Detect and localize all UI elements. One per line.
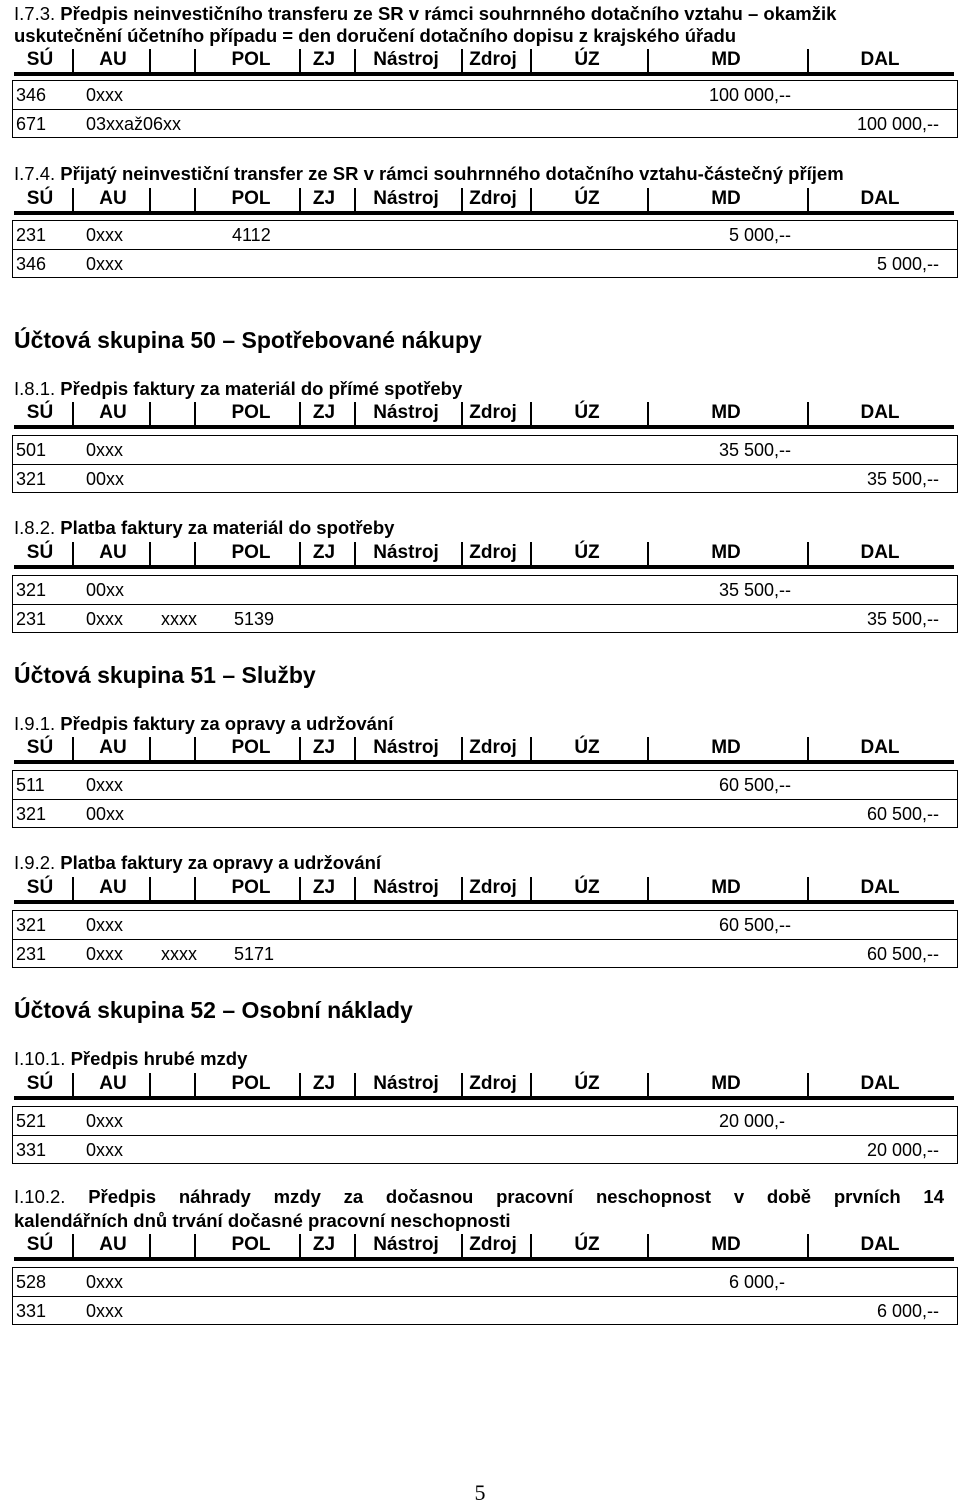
- section-number: I.7.3.: [14, 3, 56, 24]
- header-dal: DAL: [860, 542, 900, 563]
- header-md: MD: [711, 877, 741, 898]
- column-separator: [194, 542, 196, 565]
- dal-cell: 35 500,--: [866, 609, 939, 629]
- table-row: [13, 1268, 957, 1296]
- column-separator: [354, 49, 356, 72]
- header-au: AU: [99, 1234, 127, 1255]
- header-au: AU: [99, 542, 127, 563]
- section-heading-continued: kalendářních dnů trvání dočasné pracovní neschopnosti: [14, 1210, 511, 1231]
- header-zdroj: Zdroj: [469, 737, 517, 758]
- pol-cell: xxxx: [161, 609, 197, 629]
- column-separator: [530, 402, 532, 425]
- header-uz: ÚZ: [574, 1234, 600, 1255]
- section-number: I.10.2.: [14, 1186, 66, 1207]
- dal-cell: 60 500,--: [866, 804, 939, 824]
- md-cell: 100 000,--: [708, 85, 791, 105]
- header-underline: [14, 565, 954, 569]
- header-dal: DAL: [860, 737, 900, 758]
- column-separator: [530, 188, 532, 211]
- section-title-i-10-2: [14, 1185, 944, 1209]
- header-zdroj: Zdroj: [469, 877, 517, 898]
- header-zdroj: Zdroj: [469, 49, 517, 70]
- header-su: SÚ: [26, 49, 54, 70]
- column-separator: [530, 49, 532, 72]
- zj-cell: 5171: [234, 944, 275, 964]
- su-cell: 321: [16, 580, 47, 600]
- header-su: SÚ: [26, 737, 54, 758]
- section-heading: Platba faktury za opravy a udržování: [60, 852, 382, 873]
- header-uz: ÚZ: [574, 542, 600, 563]
- column-separator: [354, 188, 356, 211]
- header-underline: [14, 72, 954, 76]
- column-separator: [461, 49, 463, 72]
- header-au: AU: [99, 877, 127, 898]
- header-md: MD: [711, 1234, 741, 1255]
- section-heading: Platba faktury za materiál do spotřeby: [60, 517, 395, 538]
- column-separator: [149, 542, 151, 565]
- header-pol: POL: [231, 188, 271, 209]
- header-pol: POL: [231, 542, 271, 563]
- column-separator: [194, 49, 196, 72]
- header-su: SÚ: [26, 1234, 54, 1255]
- column-separator: [530, 1073, 532, 1096]
- column-separator: [647, 1234, 649, 1257]
- column-separator: [807, 188, 809, 211]
- column-separator: [149, 1073, 151, 1096]
- column-header-row: [14, 48, 954, 72]
- column-separator: [530, 877, 532, 900]
- column-separator: [72, 1073, 74, 1096]
- header-md: MD: [711, 188, 741, 209]
- column-separator: [194, 877, 196, 900]
- su-cell: 231: [16, 609, 47, 629]
- section-title-i-7-4: [14, 162, 844, 186]
- header-au: AU: [99, 402, 127, 423]
- au-cell: 0xxx: [86, 775, 124, 795]
- section-title-i-9-1: [14, 712, 393, 736]
- table-row: [13, 81, 957, 109]
- entry-table-i-7-3: [12, 80, 958, 138]
- au-cell: 00xx: [86, 804, 125, 824]
- column-separator: [354, 1073, 356, 1096]
- section-title-i-8-2: [14, 516, 394, 540]
- column-separator: [149, 877, 151, 900]
- entry-table-i-8-2: [12, 575, 958, 633]
- header-pol: POL: [231, 49, 271, 70]
- su-cell: 521: [16, 1111, 47, 1131]
- header-zj: ZJ: [312, 188, 336, 209]
- column-separator: [647, 49, 649, 72]
- column-separator: [194, 188, 196, 211]
- table-row: [13, 799, 957, 827]
- su-cell: 528: [16, 1272, 47, 1292]
- header-nastroj: Nástroj: [373, 542, 439, 563]
- header-underline: [14, 1096, 954, 1100]
- header-nastroj: Nástroj: [373, 402, 439, 423]
- section-heading: Předpis hrubé mzdy: [70, 1048, 248, 1069]
- zj-cell: 5139: [234, 609, 275, 629]
- column-separator: [299, 49, 301, 72]
- column-header-row: [14, 541, 954, 565]
- column-separator: [149, 737, 151, 760]
- su-cell: 231: [16, 225, 47, 245]
- column-separator: [72, 877, 74, 900]
- section-heading: Předpis faktury za opravy a udržování: [60, 713, 394, 734]
- header-su: SÚ: [26, 1073, 54, 1094]
- column-separator: [807, 542, 809, 565]
- section-title-i-9-2: [14, 851, 381, 875]
- column-separator: [461, 402, 463, 425]
- table-row: [13, 1135, 957, 1163]
- column-separator: [647, 877, 649, 900]
- table-row: [13, 771, 957, 799]
- header-su: SÚ: [26, 877, 54, 898]
- au-cell: 0xxx: [86, 440, 124, 460]
- su-cell: 346: [16, 85, 47, 105]
- column-separator: [149, 402, 151, 425]
- section-number: I.8.1.: [14, 378, 56, 399]
- pol-cell: xxxx: [161, 944, 197, 964]
- column-separator: [299, 1073, 301, 1096]
- header-md: MD: [711, 542, 741, 563]
- header-zj: ZJ: [312, 1073, 336, 1094]
- header-md: MD: [711, 49, 741, 70]
- header-pol: POL: [231, 1073, 271, 1094]
- au-cell: 0xxx: [86, 225, 124, 245]
- su-cell: 511: [16, 775, 45, 795]
- column-separator: [299, 188, 301, 211]
- section-heading-continued: uskutečnění účetního případu = den doručení dotačního dopisu z krajského úřadu: [14, 25, 737, 46]
- au-cell: 0xxx: [86, 1301, 124, 1321]
- header-au: AU: [99, 737, 127, 758]
- table-row: [13, 109, 957, 137]
- header-dal: DAL: [860, 188, 900, 209]
- column-separator: [807, 1073, 809, 1096]
- su-cell: 671: [16, 114, 47, 134]
- header-nastroj: Nástroj: [373, 1234, 439, 1255]
- section-title-i-10-2-line2: [14, 1209, 511, 1233]
- dal-cell: 5 000,--: [876, 254, 939, 274]
- entry-table-i-9-1: [12, 770, 958, 828]
- section-number: I.8.2.: [14, 517, 56, 538]
- header-dal: DAL: [860, 1073, 900, 1094]
- column-separator: [194, 737, 196, 760]
- au-cell: 0xxx: [86, 609, 124, 629]
- su-cell: 331: [16, 1301, 47, 1321]
- au-cell: 03xxaž06xx: [86, 114, 182, 134]
- header-underline: [14, 211, 954, 215]
- md-cell: 6 000,-: [728, 1272, 785, 1292]
- section-title-i-10-1: [14, 1047, 247, 1071]
- header-au: AU: [99, 1073, 127, 1094]
- header-md: MD: [711, 1073, 741, 1094]
- section-title-i-8-1: [14, 377, 462, 401]
- column-header-row: [14, 1233, 954, 1257]
- table-row: [13, 464, 957, 492]
- section-number: I.9.2.: [14, 852, 56, 873]
- au-cell: 0xxx: [86, 85, 124, 105]
- header-au: AU: [99, 49, 127, 70]
- table-row: [13, 221, 957, 249]
- column-separator: [299, 1234, 301, 1257]
- header-uz: ÚZ: [574, 737, 600, 758]
- header-zj: ZJ: [312, 877, 336, 898]
- header-underline: [14, 425, 954, 429]
- column-header-row: [14, 876, 954, 900]
- entry-table-i-8-1: [12, 435, 958, 493]
- column-separator: [461, 188, 463, 211]
- su-cell: 321: [16, 915, 47, 935]
- header-pol: POL: [231, 1234, 271, 1255]
- header-underline: [14, 1257, 954, 1261]
- header-dal: DAL: [860, 1234, 900, 1255]
- au-cell: 00xx: [86, 580, 125, 600]
- column-separator: [530, 1234, 532, 1257]
- header-dal: DAL: [860, 877, 900, 898]
- au-cell: 0xxx: [86, 1272, 124, 1292]
- column-separator: [647, 402, 649, 425]
- section-title-i-7-3-line2: [14, 24, 736, 48]
- column-header-row: [14, 187, 954, 211]
- column-separator: [647, 188, 649, 211]
- au-cell: 0xxx: [86, 1140, 124, 1160]
- column-separator: [647, 542, 649, 565]
- header-zj: ZJ: [312, 402, 336, 423]
- column-separator: [530, 737, 532, 760]
- header-md: MD: [711, 402, 741, 423]
- header-su: SÚ: [26, 542, 54, 563]
- column-separator: [461, 1234, 463, 1257]
- header-underline: [14, 760, 954, 764]
- dal-cell: 35 500,--: [866, 469, 939, 489]
- table-row: [13, 1107, 957, 1135]
- su-cell: 331: [16, 1140, 47, 1160]
- column-separator: [149, 188, 151, 211]
- header-su: SÚ: [26, 188, 54, 209]
- column-separator: [72, 402, 74, 425]
- header-uz: ÚZ: [574, 49, 600, 70]
- column-separator: [149, 49, 151, 72]
- pol-cell: 4112: [232, 225, 271, 245]
- column-separator: [647, 1073, 649, 1096]
- column-separator: [299, 542, 301, 565]
- column-separator: [354, 402, 356, 425]
- group-title-52: Účtová skupina 52 – Osobní náklady: [14, 997, 413, 1023]
- su-cell: 346: [16, 254, 47, 274]
- header-uz: ÚZ: [574, 1073, 600, 1094]
- dal-cell: 20 000,--: [866, 1140, 939, 1160]
- section-number: I.9.1.: [14, 713, 56, 734]
- column-separator: [461, 737, 463, 760]
- header-uz: ÚZ: [574, 402, 600, 423]
- dal-cell: 100 000,--: [856, 114, 939, 134]
- entry-table-i-10-2: [12, 1267, 958, 1325]
- header-zj: ZJ: [312, 49, 336, 70]
- section-number: I.7.4.: [14, 163, 56, 184]
- table-row: [13, 249, 957, 277]
- header-zdroj: Zdroj: [469, 542, 517, 563]
- table-row: [13, 576, 957, 604]
- header-md: MD: [711, 737, 741, 758]
- md-cell: 5 000,--: [728, 225, 791, 245]
- header-uz: ÚZ: [574, 877, 600, 898]
- column-separator: [807, 1234, 809, 1257]
- header-pol: POL: [231, 402, 271, 423]
- column-header-row: [14, 401, 954, 425]
- column-separator: [530, 542, 532, 565]
- column-separator: [807, 737, 809, 760]
- header-nastroj: Nástroj: [373, 188, 439, 209]
- header-zj: ZJ: [312, 737, 336, 758]
- column-separator: [194, 1234, 196, 1257]
- header-underline: [14, 900, 954, 904]
- entry-table-i-7-4: [12, 220, 958, 278]
- au-cell: 0xxx: [86, 944, 124, 964]
- table-row: [13, 1296, 957, 1324]
- column-separator: [299, 737, 301, 760]
- section-number: I.10.1.: [14, 1048, 66, 1069]
- column-separator: [354, 542, 356, 565]
- entry-table-i-10-1: [12, 1106, 958, 1164]
- column-separator: [149, 1234, 151, 1257]
- column-separator: [354, 737, 356, 760]
- column-separator: [299, 402, 301, 425]
- column-separator: [461, 1073, 463, 1096]
- column-separator: [354, 877, 356, 900]
- section-title-i-7-3: [14, 2, 836, 26]
- su-cell: 321: [16, 804, 47, 824]
- dal-cell: 60 500,--: [866, 944, 939, 964]
- section-heading: Předpis náhrady mzdy za dočasnou pracovní neschopnost v době prvních 14: [88, 1186, 945, 1207]
- header-nastroj: Nástroj: [373, 877, 439, 898]
- header-pol: POL: [231, 737, 271, 758]
- header-dal: DAL: [860, 49, 900, 70]
- section-heading: Přijatý neinvestiční transfer ze SR v rámci souhrnného dotačního vztahu-částečný příjem: [60, 163, 844, 184]
- section-heading: Předpis neinvestičního transferu ze SR v rámci souhrnného dotačního vztahu – okamžik: [60, 3, 837, 24]
- column-separator: [354, 1234, 356, 1257]
- header-zdroj: Zdroj: [469, 1073, 517, 1094]
- header-au: AU: [99, 188, 127, 209]
- column-separator: [461, 542, 463, 565]
- group-title-50: Účtová skupina 50 – Spotřebované nákupy: [14, 327, 482, 353]
- page-number: 5: [474, 1480, 486, 1505]
- column-separator: [194, 1073, 196, 1096]
- header-zdroj: Zdroj: [469, 402, 517, 423]
- column-header-row: [14, 1072, 954, 1096]
- column-separator: [72, 1234, 74, 1257]
- column-separator: [807, 877, 809, 900]
- su-cell: 501: [16, 440, 47, 460]
- dal-cell: 6 000,--: [876, 1301, 939, 1321]
- table-row: [13, 604, 957, 632]
- column-separator: [461, 877, 463, 900]
- section-heading: Předpis faktury za materiál do přímé spotřeby: [60, 378, 463, 399]
- column-separator: [72, 542, 74, 565]
- au-cell: 0xxx: [86, 915, 124, 935]
- table-row: [13, 436, 957, 464]
- header-zdroj: Zdroj: [469, 1234, 517, 1255]
- md-cell: 60 500,--: [718, 775, 791, 795]
- header-pol: POL: [231, 877, 271, 898]
- column-separator: [647, 737, 649, 760]
- md-cell: 35 500,--: [718, 580, 791, 600]
- header-zj: ZJ: [312, 1234, 336, 1255]
- column-header-row: [14, 736, 954, 760]
- group-title-51: Účtová skupina 51 – Služby: [14, 662, 316, 688]
- column-separator: [299, 877, 301, 900]
- header-nastroj: Nástroj: [373, 49, 439, 70]
- header-uz: ÚZ: [574, 188, 600, 209]
- md-cell: 60 500,--: [718, 915, 791, 935]
- column-separator: [72, 737, 74, 760]
- au-cell: 00xx: [86, 469, 125, 489]
- header-su: SÚ: [26, 402, 54, 423]
- entry-table-i-9-2: [12, 910, 958, 968]
- table-row: [13, 911, 957, 939]
- su-cell: 321: [16, 469, 47, 489]
- header-nastroj: Nástroj: [373, 1073, 439, 1094]
- column-separator: [194, 402, 196, 425]
- column-separator: [807, 402, 809, 425]
- md-cell: 35 500,--: [718, 440, 791, 460]
- au-cell: 0xxx: [86, 1111, 124, 1131]
- header-zdroj: Zdroj: [469, 188, 517, 209]
- column-separator: [72, 49, 74, 72]
- column-separator: [807, 49, 809, 72]
- column-separator: [72, 188, 74, 211]
- md-cell: 20 000,-: [718, 1111, 785, 1131]
- header-zj: ZJ: [312, 542, 336, 563]
- su-cell: 231: [16, 944, 47, 964]
- au-cell: 0xxx: [86, 254, 124, 274]
- header-dal: DAL: [860, 402, 900, 423]
- table-row: [13, 939, 957, 967]
- header-nastroj: Nástroj: [373, 737, 439, 758]
